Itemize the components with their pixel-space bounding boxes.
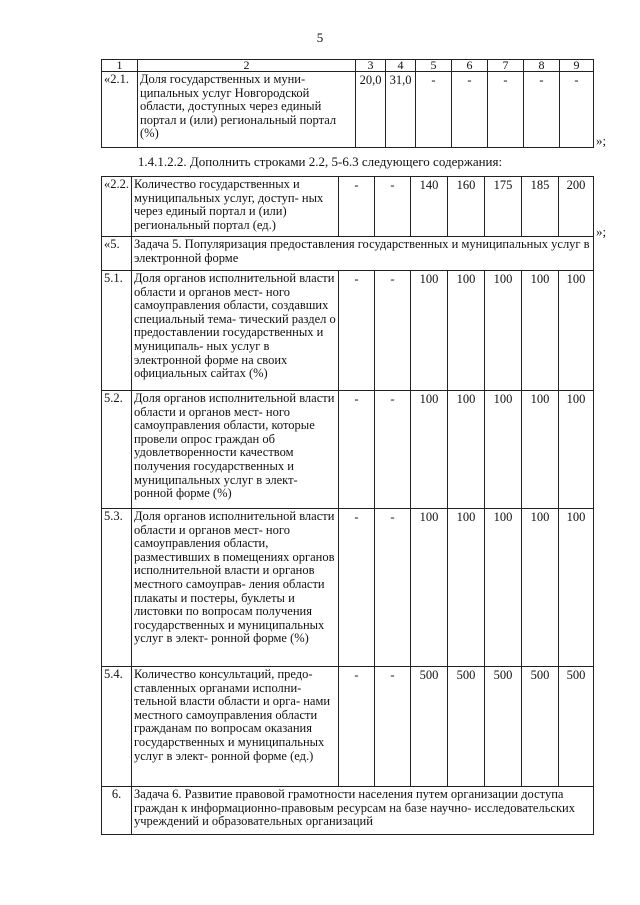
col-num-7: 7 <box>488 60 524 72</box>
row-indicator-text: Доля органов исполнительной власти области и органов мест- ного самоуправления области, разместивших в помещениях органов исполнительной власти и органов местного самоуправ- ления области плакаты и постеры, буклеты и листовки по вопросам получения государственных и муниципальных услуг в элект- ронной форме (%) <box>132 509 339 667</box>
row-value: 160 <box>448 177 485 237</box>
col-num-8: 8 <box>524 60 560 72</box>
row-value: - <box>375 391 411 509</box>
row-value: - <box>560 72 594 148</box>
row-number: «2.2. <box>102 177 132 237</box>
col-num-1: 1 <box>102 60 138 72</box>
column-number-row <box>102 60 594 72</box>
row-indicator-text: Доля органов исполнительной власти области и органов мест- ного самоуправления области, которые провели опрос граждан об удовлетворенности качеством получения государственных и муниципальных услуг в элект- ронной форме (%) <box>132 391 339 509</box>
table-row <box>102 271 594 391</box>
table-row <box>102 509 594 667</box>
row-value: 200 <box>559 177 594 237</box>
row-value: 100 <box>522 509 559 667</box>
row-value: - <box>416 72 452 148</box>
row-number: 5.3. <box>102 509 132 667</box>
col-num-3: 3 <box>356 60 386 72</box>
row-number: 5.1. <box>102 271 132 391</box>
row-value: 100 <box>522 271 559 391</box>
row-value: 500 <box>522 667 559 787</box>
row-value: - <box>339 177 375 237</box>
row-value: - <box>375 271 411 391</box>
row-value: 185 <box>522 177 559 237</box>
row-value: - <box>339 391 375 509</box>
table-row <box>102 72 594 148</box>
row-value: 500 <box>411 667 448 787</box>
col-num-5: 5 <box>416 60 452 72</box>
col-num-4: 4 <box>386 60 416 72</box>
row-value: 100 <box>485 509 522 667</box>
row-value: - <box>339 667 375 787</box>
col-num-9: 9 <box>560 60 594 72</box>
task-number: 6. <box>102 787 132 835</box>
row-value: 500 <box>559 667 594 787</box>
row-value: - <box>375 177 411 237</box>
row-number: «2.1. <box>102 72 138 148</box>
row-value: - <box>488 72 524 148</box>
row-value: 31,0 <box>386 72 416 148</box>
task-title: Задача 5. Популяризация предоставления государственных и муниципальных услуг в электронной форме <box>132 237 594 271</box>
amendment-instruction: 1.4.1.2.2. Дополнить строками 2.2, 5-6.3 следующего содержания: <box>137 154 503 169</box>
task-row <box>102 787 594 835</box>
row-indicator-text: Количество государственных и муниципальных услуг, доступ- ных через единый портал и (или) региональный портал (ед.) <box>132 177 339 237</box>
row-value: 100 <box>411 509 448 667</box>
row-value: 100 <box>485 391 522 509</box>
table-row <box>102 667 594 787</box>
row-value: - <box>375 509 411 667</box>
row-indicator-text: Количество консультаций, предо- ставленных органами исполни- тельной власти области и орга- нами местного самоуправления области гражданам по вопросам оказания государственных и муниципальных услуг в элект- ронной форме (ед.) <box>132 667 339 787</box>
task-row <box>102 237 594 271</box>
row-value: 100 <box>522 391 559 509</box>
table-row <box>102 391 594 509</box>
row-number: 5.2. <box>102 391 132 509</box>
row-number: 5.4. <box>102 667 132 787</box>
row-value: 100 <box>559 271 594 391</box>
task-title: Задача 6. Развитие правовой грамотности населения путем организации доступа граждан к информационно-правовым ресурсам на базе научно- исследовательских учреждений и образовательных организаций <box>132 787 594 835</box>
row-closing-mark: »; <box>596 224 607 239</box>
table-main <box>101 176 594 835</box>
task-number: «5. <box>102 237 132 271</box>
row-value: - <box>375 667 411 787</box>
row-indicator-text: Доля государственных и муни- ципальных услуг Новгородской области, доступных через единый портал и (или) региональный портал (%) <box>138 72 356 148</box>
row-value: 140 <box>411 177 448 237</box>
row-value: 20,0 <box>356 72 386 148</box>
table-row <box>102 177 594 237</box>
row-value: 100 <box>411 391 448 509</box>
row-value: 500 <box>485 667 522 787</box>
row-indicator-text: Доля органов исполнительной власти области и органов мест- ного самоуправления области, создавших специальный тема- тический раздел о предоставлении государственных и муниципаль- ных услуг в электронной форме на своих официальных сайтах (%) <box>132 271 339 391</box>
row-value: 100 <box>559 509 594 667</box>
col-num-2: 2 <box>138 60 356 72</box>
row-value: - <box>339 509 375 667</box>
row-value: 100 <box>485 271 522 391</box>
row-value: 100 <box>448 271 485 391</box>
row-value: - <box>452 72 488 148</box>
row-value: - <box>524 72 560 148</box>
row-value: 500 <box>448 667 485 787</box>
col-num-6: 6 <box>452 60 488 72</box>
row-value: - <box>339 271 375 391</box>
row-closing-mark: »; <box>596 133 607 148</box>
row-value: 100 <box>448 391 485 509</box>
row-value: 100 <box>448 509 485 667</box>
row-value: 100 <box>559 391 594 509</box>
table-top <box>101 59 594 148</box>
page-number: 5 <box>316 30 324 45</box>
row-value: 100 <box>411 271 448 391</box>
row-value: 175 <box>485 177 522 237</box>
